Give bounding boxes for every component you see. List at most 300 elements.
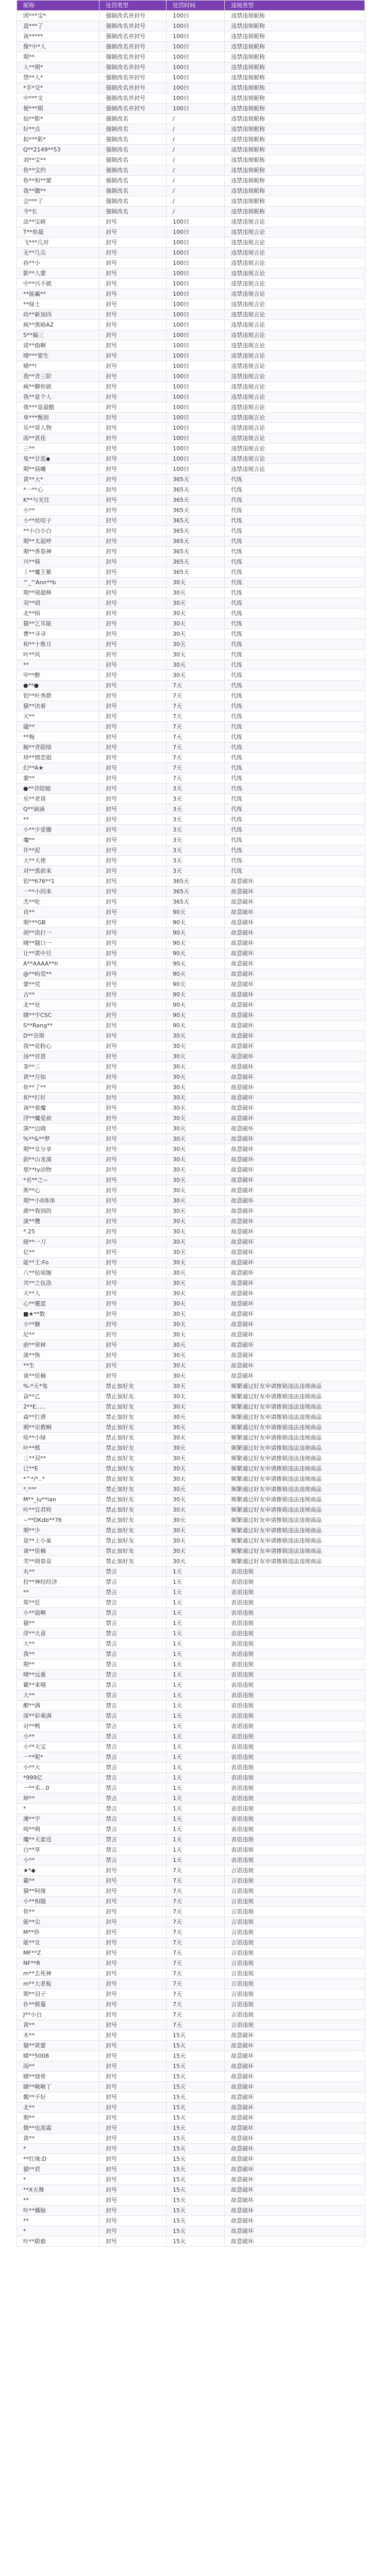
cell-violation-type: 故意破坏 xyxy=(225,1227,365,1237)
cell-violation-type: 故意破坏 xyxy=(225,2164,365,2175)
cell-penalty-type: 封号 xyxy=(100,928,167,938)
cell-nickname: 小**追啊 xyxy=(17,1608,100,1618)
cell-penalty-type: 禁止加好友 xyxy=(100,1526,167,1536)
cell-violation-type: 故意破坏 xyxy=(225,2175,365,2185)
cell-penalty-duration: 100日 xyxy=(167,93,225,104)
cell-nickname: 肖** xyxy=(17,907,100,918)
cell-nickname: 大**天使 xyxy=(17,856,100,866)
cell-penalty-duration: 3天 xyxy=(167,866,225,876)
table-row xyxy=(17,1979,365,1989)
cell-penalty-type: 封号 xyxy=(100,1278,167,1289)
cell-penalty-duration: 15天 xyxy=(167,2123,225,2133)
cell-penalty-type: 封号 xyxy=(100,1340,167,1350)
cell-violation-type: 言语违规 xyxy=(225,1958,365,1969)
table-row xyxy=(17,176,365,186)
cell-penalty-type: 强制改名 xyxy=(100,165,167,176)
cell-violation-type: 代练 xyxy=(225,866,365,876)
cell-penalty-type: 封号 xyxy=(100,691,167,701)
cell-penalty-type: 强制改名 xyxy=(100,207,167,217)
cell-penalty-type: 封号 xyxy=(100,2154,167,2164)
cell-violation-type: 代练 xyxy=(225,608,365,619)
cell-penalty-type: 封号 xyxy=(100,990,167,1000)
cell-violation-type: 故意破坏 xyxy=(225,2113,365,2123)
cell-nickname: 滩**宇 xyxy=(17,1814,100,1824)
cell-penalty-duration: 365天 xyxy=(167,557,225,567)
cell-violation-type: 表语违规 xyxy=(225,1577,365,1587)
cell-violation-type: 违禁违规言论 xyxy=(225,248,365,258)
cell-violation-type: 违禁违规昵称 xyxy=(225,83,365,93)
cell-violation-type: 故意破坏 xyxy=(225,2103,365,2113)
table-row xyxy=(17,1948,365,1958)
cell-nickname: 韵**山龙漠 xyxy=(17,1155,100,1165)
table-row xyxy=(17,2020,365,2030)
cell-violation-type: 代练 xyxy=(225,505,365,516)
cell-penalty-duration: 1天 xyxy=(167,1567,225,1577)
cell-penalty-duration: 30天 xyxy=(167,1453,225,1464)
cell-penalty-duration: 100日 xyxy=(167,289,225,299)
cell-penalty-type: 封号 xyxy=(100,1010,167,1021)
cell-nickname: 叶**播脉 xyxy=(17,2206,100,2216)
cell-penalty-duration: 1天 xyxy=(167,1608,225,1618)
cell-penalty-type: 禁言 xyxy=(100,1804,167,1814)
cell-penalty-type: 封号 xyxy=(100,1371,167,1381)
cell-penalty-type: 封号 xyxy=(100,2072,167,2082)
cell-violation-type: 表语违规 xyxy=(225,1680,365,1690)
cell-violation-type: 言语违规 xyxy=(225,2020,365,2030)
cell-nickname: 小**相随 xyxy=(17,1896,100,1907)
cell-penalty-type: 禁止加好友 xyxy=(100,1556,167,1567)
table-row xyxy=(17,1814,365,1824)
cell-nickname: 那**ty动物 xyxy=(17,1165,100,1175)
cell-penalty-type: 封号 xyxy=(100,423,167,433)
cell-penalty-duration: 100日 xyxy=(167,402,225,413)
cell-penalty-type: 禁言 xyxy=(100,1577,167,1587)
cell-violation-type: 表语违规 xyxy=(225,1608,365,1618)
cell-penalty-type: 封号 xyxy=(100,2113,167,2123)
table-row xyxy=(17,1546,365,1556)
cell-violation-type: 代练 xyxy=(225,557,365,567)
table-row xyxy=(17,1155,365,1165)
cell-violation-type: 频繁通过好友申请推销违法违规商品 xyxy=(225,1402,365,1412)
cell-penalty-duration: 30天 xyxy=(167,598,225,608)
cell-penalty-duration: 90天 xyxy=(167,948,225,959)
cell-nickname: ** xyxy=(17,660,100,670)
cell-violation-type: 言语违规 xyxy=(225,1938,365,1948)
cell-penalty-type: 封号 xyxy=(100,2133,167,2144)
cell-violation-type: 表语违规 xyxy=(225,1711,365,1721)
table-row xyxy=(17,1041,365,1052)
table-row xyxy=(17,1453,365,1464)
cell-penalty-duration: 7天 xyxy=(167,763,225,773)
table-row xyxy=(17,804,365,815)
cell-nickname: 叶**宜君呀 xyxy=(17,1505,100,1515)
cell-penalty-duration: 1天 xyxy=(167,1711,225,1721)
cell-violation-type: 代练 xyxy=(225,516,365,526)
cell-nickname: 刘**宝** xyxy=(17,155,100,165)
cell-nickname: m**去死神 xyxy=(17,1969,100,1979)
cell-penalty-type: 封号 xyxy=(100,289,167,299)
cell-penalty-duration: 30天 xyxy=(167,1185,225,1196)
cell-nickname: 颜**我别的 xyxy=(17,1206,100,1216)
cell-violation-type: 违禁违规昵称 xyxy=(225,196,365,207)
cell-penalty-duration: 1天 xyxy=(167,1629,225,1639)
cell-penalty-duration: 15天 xyxy=(167,2133,225,2144)
cell-penalty-duration: 30天 xyxy=(167,1474,225,1484)
cell-penalty-duration: 365天 xyxy=(167,536,225,547)
cell-nickname: 我**是个人 xyxy=(17,392,100,402)
cell-nickname: 拉**神经经济 xyxy=(17,1577,100,1587)
cell-penalty-type: 封号 xyxy=(100,948,167,959)
cell-violation-type: 违禁违规昵称 xyxy=(225,31,365,42)
cell-violation-type: 代练 xyxy=(225,681,365,691)
cell-violation-type: 言语违规 xyxy=(225,2010,365,2020)
cell-nickname: 猫**乞耳能 xyxy=(17,619,100,629)
cell-nickname: 郑**狂 xyxy=(17,1598,100,1608)
cell-nickname: ** xyxy=(17,2216,100,2226)
cell-violation-type: 故意破坏 xyxy=(225,1247,365,1258)
table-row xyxy=(17,464,365,474)
cell-penalty-type: 封号 xyxy=(100,1999,167,2010)
cell-violation-type: 违禁违规昵称 xyxy=(225,186,365,196)
cell-penalty-type: 封号 xyxy=(100,402,167,413)
cell-violation-type: 故意破坏 xyxy=(225,2133,365,2144)
cell-penalty-duration: 100日 xyxy=(167,248,225,258)
cell-violation-type: 违禁违规昵称 xyxy=(225,104,365,114)
cell-penalty-type: 强制改名 xyxy=(100,114,167,124)
cell-violation-type: 表语违规 xyxy=(225,1762,365,1773)
table-row xyxy=(17,2133,365,2144)
cell-violation-type: 表语违规 xyxy=(225,1721,365,1732)
cell-penalty-type: 封号 xyxy=(100,2041,167,2051)
cell-penalty-type: 强制改名 xyxy=(100,134,167,145)
cell-penalty-duration: 30天 xyxy=(167,619,225,629)
cell-violation-type: 故意破坏 xyxy=(225,1361,365,1371)
cell-violation-type: 言语违规 xyxy=(225,1927,365,1938)
table-row xyxy=(17,598,365,608)
cell-penalty-type: 强制改名 xyxy=(100,196,167,207)
table-row xyxy=(17,691,365,701)
cell-violation-type: 故意破坏 xyxy=(225,1155,365,1165)
table-row xyxy=(17,547,365,557)
cell-violation-type: 言语违规 xyxy=(225,1896,365,1907)
cell-violation-type: 表语违规 xyxy=(225,1690,365,1701)
cell-penalty-duration: 100日 xyxy=(167,279,225,289)
table-row xyxy=(17,1309,365,1319)
cell-violation-type: 代练 xyxy=(225,536,365,547)
table-row xyxy=(17,1103,365,1113)
cell-penalty-type: 封号 xyxy=(100,217,167,227)
cell-violation-type: 故意破坏 xyxy=(225,1093,365,1103)
table-row xyxy=(17,1649,365,1659)
cell-violation-type: 违禁违规昵称 xyxy=(225,145,365,155)
cell-nickname: 已**E xyxy=(17,1464,100,1474)
table-row xyxy=(17,2082,365,2092)
cell-violation-type: 代练 xyxy=(225,763,365,773)
table-row xyxy=(17,866,365,876)
cell-nickname: 睛**啾啾丁 xyxy=(17,2082,100,2092)
cell-nickname: 奋**乙 xyxy=(17,1392,100,1402)
table-row xyxy=(17,516,365,526)
cell-penalty-type: 强制改名 xyxy=(100,186,167,196)
table-row xyxy=(17,413,365,423)
cell-penalty-type: 禁言 xyxy=(100,1608,167,1618)
cell-penalty-type: 禁言 xyxy=(100,1752,167,1762)
cell-penalty-type: 封号 xyxy=(100,2103,167,2113)
cell-penalty-type: 封号 xyxy=(100,825,167,835)
cell-penalty-duration: 30天 xyxy=(167,1309,225,1319)
cell-penalty-duration: 30天 xyxy=(167,1175,225,1185)
table-row xyxy=(17,887,365,897)
cell-penalty-type: 封号 xyxy=(100,1876,167,1886)
cell-nickname: 期**羽子 xyxy=(17,1989,100,1999)
cell-nickname: 霸** xyxy=(17,1876,100,1886)
cell-violation-type: 故意破坏 xyxy=(225,2206,365,2216)
cell-nickname: 期**小0体体 xyxy=(17,1196,100,1206)
cell-penalty-type: 禁言 xyxy=(100,1711,167,1721)
cell-nickname: *^*/*..* xyxy=(17,1474,100,1484)
cell-penalty-duration: 15天 xyxy=(167,2113,225,2123)
cell-violation-type: 代练 xyxy=(225,526,365,536)
cell-penalty-duration: 365天 xyxy=(167,876,225,887)
cell-penalty-type: 禁言 xyxy=(100,1670,167,1680)
table-row xyxy=(17,1845,365,1855)
cell-violation-type: 代练 xyxy=(225,567,365,578)
cell-violation-type: 代练 xyxy=(225,485,365,495)
cell-nickname: 对**鸭 xyxy=(17,1721,100,1732)
cell-nickname: 能**女 xyxy=(17,1938,100,1948)
cell-nickname: 飞***几对 xyxy=(17,238,100,248)
cell-penalty-type: 禁言 xyxy=(100,1598,167,1608)
cell-nickname: J**小白 xyxy=(17,2010,100,2020)
cell-nickname: **红缘:D xyxy=(17,2154,100,2164)
cell-penalty-type: 封号 xyxy=(100,588,167,598)
cell-penalty-type: 封号 xyxy=(100,598,167,608)
table-row xyxy=(17,815,365,825)
cell-penalty-duration: 15天 xyxy=(167,2051,225,2061)
table-row xyxy=(17,1598,365,1608)
cell-violation-type: 故意破坏 xyxy=(225,907,365,918)
table-row xyxy=(17,310,365,320)
table-row xyxy=(17,2164,365,2175)
cell-penalty-type: 封号 xyxy=(100,2206,167,2216)
cell-penalty-duration: 15天 xyxy=(167,2164,225,2175)
cell-penalty-type: 禁言 xyxy=(100,1680,167,1690)
cell-penalty-duration: 7天 xyxy=(167,1979,225,1989)
cell-penalty-duration: 100日 xyxy=(167,238,225,248)
cell-penalty-duration: 1天 xyxy=(167,1742,225,1752)
cell-nickname: 会***了 xyxy=(17,196,100,207)
table-row xyxy=(17,1732,365,1742)
cell-penalty-type: 强制改名并封号 xyxy=(100,93,167,104)
cell-penalty-type: 封号 xyxy=(100,505,167,516)
cell-penalty-type: 封号 xyxy=(100,711,167,722)
cell-penalty-duration: 30天 xyxy=(167,1134,225,1144)
cell-nickname: 晴***要生 xyxy=(17,351,100,361)
cell-violation-type: 故意破坏 xyxy=(225,2072,365,2082)
table-row xyxy=(17,474,365,485)
cell-nickname: 汤**首恩 xyxy=(17,1052,100,1062)
cell-penalty-duration: 30天 xyxy=(167,1392,225,1402)
cell-violation-type: 违禁违规昵称 xyxy=(225,155,365,165)
cell-violation-type: 违禁违规昵称 xyxy=(225,62,365,73)
table-row xyxy=(17,650,365,660)
table-row xyxy=(17,907,365,918)
table-row xyxy=(17,392,365,402)
table-row xyxy=(17,742,365,753)
cell-penalty-type: 封号 xyxy=(100,1124,167,1134)
table-row xyxy=(17,578,365,588)
cell-penalty-duration: 30天 xyxy=(167,1258,225,1268)
cell-nickname: 团***宝* xyxy=(17,11,100,21)
cell-violation-type: 故意破坏 xyxy=(225,2185,365,2195)
table-row xyxy=(17,258,365,268)
table-row xyxy=(17,990,365,1000)
table-row xyxy=(17,1917,365,1927)
cell-violation-type: 表语违规 xyxy=(225,1773,365,1783)
cell-penalty-type: 封号 xyxy=(100,670,167,681)
cell-nickname: 你**宝约 xyxy=(17,165,100,176)
cell-penalty-type: 强制改名并封号 xyxy=(100,11,167,21)
cell-penalty-type: 封号 xyxy=(100,1021,167,1031)
cell-violation-type: 代练 xyxy=(225,639,365,650)
cell-penalty-type: 禁言 xyxy=(100,1639,167,1649)
cell-violation-type: 故意破坏 xyxy=(225,887,365,897)
cell-nickname: 诈**泥 xyxy=(17,845,100,856)
cell-penalty-type: 封号 xyxy=(100,753,167,763)
cell-penalty-duration: 1天 xyxy=(167,1783,225,1793)
cell-nickname: 小**丝咬子 xyxy=(17,516,100,526)
table-row xyxy=(17,2175,365,2185)
table-row xyxy=(17,217,365,227)
penalty-table-wrapper xyxy=(16,0,365,2247)
cell-penalty-type: 封号 xyxy=(100,444,167,454)
cell-nickname: 演**鹰 xyxy=(17,1216,100,1227)
cell-penalty-duration: 90天 xyxy=(167,1021,225,1031)
cell-nickname: 期**太起呼 xyxy=(17,536,100,547)
cell-violation-type: 违禁违规言论 xyxy=(225,413,365,423)
cell-penalty-duration: 30天 xyxy=(167,1216,225,1227)
cell-penalty-duration: 30天 xyxy=(167,1289,225,1299)
cell-penalty-duration: 100日 xyxy=(167,83,225,93)
cell-penalty-duration: 30天 xyxy=(167,1371,225,1381)
cell-penalty-type: 封号 xyxy=(100,876,167,887)
cell-penalty-type: 强制改名并封号 xyxy=(100,62,167,73)
cell-penalty-type: 封号 xyxy=(100,1258,167,1268)
cell-nickname: 便***期 xyxy=(17,104,100,114)
cell-penalty-type: 封号 xyxy=(100,1268,167,1278)
cell-penalty-duration: 30天 xyxy=(167,1443,225,1453)
table-row xyxy=(17,1773,365,1783)
table-row xyxy=(17,1381,365,1392)
table-row xyxy=(17,1783,365,1793)
table-row xyxy=(17,289,365,299)
cell-nickname: ~**DKdb**76 xyxy=(17,1515,100,1526)
cell-penalty-type: 封号 xyxy=(100,299,167,310)
table-row xyxy=(17,681,365,691)
cell-nickname: 坤** xyxy=(17,1793,100,1804)
table-row xyxy=(17,2123,365,2133)
cell-penalty-type: 封号 xyxy=(100,681,167,691)
cell-penalty-type: 封号 xyxy=(100,2185,167,2195)
cell-violation-type: 故意破坏 xyxy=(225,1103,365,1113)
cell-penalty-type: 强制改名并封号 xyxy=(100,104,167,114)
table-row xyxy=(17,1474,365,1484)
cell-penalty-duration: 1天 xyxy=(167,1639,225,1649)
cell-violation-type: 违禁违规言论 xyxy=(225,341,365,351)
cell-penalty-duration: 15天 xyxy=(167,2185,225,2195)
cell-penalty-duration: 3天 xyxy=(167,794,225,804)
table-row xyxy=(17,876,365,887)
cell-nickname: 蒙**荒 xyxy=(17,979,100,990)
table-row xyxy=(17,670,365,681)
cell-violation-type: 违禁违规昵称 xyxy=(225,176,365,186)
cell-penalty-duration: 90天 xyxy=(167,928,225,938)
cell-penalty-duration: 30天 xyxy=(167,1412,225,1422)
cell-nickname: 令*长 xyxy=(17,207,100,217)
table-row xyxy=(17,1052,365,1062)
cell-violation-type: 代练 xyxy=(225,598,365,608)
cell-nickname: 三**双** xyxy=(17,1453,100,1464)
cell-violation-type: 表语违规 xyxy=(225,1618,365,1629)
table-row xyxy=(17,1577,365,1587)
cell-nickname: 雨** xyxy=(17,2061,100,2072)
cell-nickname: 是**上小巢 xyxy=(17,1536,100,1546)
cell-penalty-type: 封号 xyxy=(100,464,167,474)
cell-nickname: 斯**心 xyxy=(17,1185,100,1196)
cell-violation-type: 表语违规 xyxy=(225,1814,365,1824)
cell-nickname: ■★**数 xyxy=(17,1309,100,1319)
cell-penalty-type: 封号 xyxy=(100,866,167,876)
cell-penalty-type: 禁言 xyxy=(100,1649,167,1659)
cell-penalty-type: 封号 xyxy=(100,1185,167,1196)
table-row xyxy=(17,1196,365,1206)
table-row xyxy=(17,11,365,21)
cell-penalty-duration: 15天 xyxy=(167,2103,225,2113)
cell-penalty-type: 禁止加好友 xyxy=(100,1464,167,1474)
cell-penalty-type: 封号 xyxy=(100,1917,167,1927)
cell-violation-type: 表语违规 xyxy=(225,1804,365,1814)
cell-penalty-duration: 100日 xyxy=(167,104,225,114)
cell-violation-type: 故意破坏 xyxy=(225,1134,365,1144)
cell-violation-type: 代练 xyxy=(225,742,365,753)
cell-nickname: Q**2149**53 xyxy=(17,145,100,155)
cell-nickname: *手*交* xyxy=(17,83,100,93)
cell-penalty-duration: 90天 xyxy=(167,979,225,990)
cell-violation-type: 故意破坏 xyxy=(225,990,365,1000)
cell-violation-type: 违禁违规言论 xyxy=(225,310,365,320)
cell-violation-type: 代练 xyxy=(225,835,365,845)
cell-penalty-type: 禁言 xyxy=(100,1783,167,1793)
cell-penalty-type: 封号 xyxy=(100,794,167,804)
table-row xyxy=(17,825,365,835)
table-row xyxy=(17,1289,365,1299)
cell-nickname: 森**打滑 xyxy=(17,1412,100,1422)
cell-nickname: 乐**老哥 xyxy=(17,794,100,804)
table-row xyxy=(17,1062,365,1072)
cell-penalty-type: 强制改名并封号 xyxy=(100,21,167,31)
cell-violation-type: 言语违规 xyxy=(225,1886,365,1896)
table-row xyxy=(17,1567,365,1577)
cell-penalty-type: 封号 xyxy=(100,547,167,557)
cell-violation-type: 违禁违规昵称 xyxy=(225,21,365,31)
cell-violation-type: 违禁违规昵称 xyxy=(225,124,365,134)
table-row xyxy=(17,1526,365,1536)
cell-nickname: 诺**曲啊 xyxy=(17,341,100,351)
cell-penalty-duration: 90天 xyxy=(167,1000,225,1010)
cell-nickname: 演**恢 xyxy=(17,1350,100,1361)
cell-penalty-type: 禁言 xyxy=(100,1690,167,1701)
cell-penalty-duration: 30天 xyxy=(167,1484,225,1495)
